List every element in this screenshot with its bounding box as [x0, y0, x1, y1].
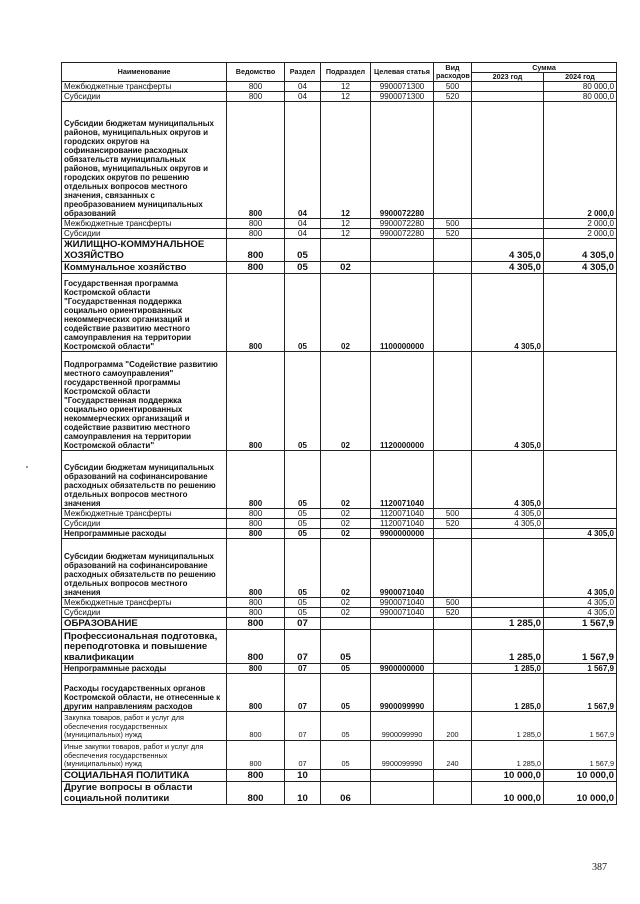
cell-y2024: [544, 509, 617, 519]
cell-podrazdel: 02: [321, 262, 371, 274]
table-row: [62, 664, 617, 674]
table-row: [62, 674, 617, 712]
cell-y2023: 4 305,0: [472, 509, 544, 519]
cell-y2023: [472, 102, 544, 219]
header-subsection: Подраздел: [321, 63, 371, 82]
header-department: Ведомство: [227, 63, 285, 82]
cell-razdel: 05: [285, 274, 321, 352]
cell-podrazdel: 02: [321, 539, 371, 598]
cell-name: Межбюджетные трансферты: [62, 509, 227, 519]
cell-y2023: 4 305,0: [472, 451, 544, 509]
header-expense-type: Вид расходов: [434, 63, 472, 82]
cell-y2023: 4 305,0: [472, 519, 544, 529]
cell-y2024: [544, 451, 617, 509]
cell-y2023: 1 285,0: [472, 664, 544, 674]
cell-y2023: [472, 539, 544, 598]
cell-y2024: 4 305,0: [544, 262, 617, 274]
table-body: [62, 82, 617, 805]
cell-cs: 1100000000: [371, 274, 434, 352]
cell-y2024: 80 000,0: [544, 92, 617, 102]
cell-razdel: 05: [285, 451, 321, 509]
cell-name: Подпрограмма "Содействие развитию местного самоуправления" государственной программы Костромской области "Государственная поддержка социально ориентированных некоммерческих организаций и содействие развитию местного самоуправления на территории Костромской области": [62, 352, 227, 451]
table-row: [62, 274, 617, 352]
cell-name: СОЦИАЛЬНАЯ ПОЛИТИКА: [62, 770, 227, 782]
cell-y2024: [544, 519, 617, 529]
cell-y2024: 1 567,9: [544, 674, 617, 712]
cell-name: Профессиональная подготовка, переподготовка и повышение квалификации: [62, 630, 227, 664]
table-row: [62, 618, 617, 630]
cell-razdel: 07: [285, 741, 321, 770]
cell-vr: [434, 102, 472, 219]
cell-y2023: 4 305,0: [472, 274, 544, 352]
cell-y2024: [544, 274, 617, 352]
cell-cs: 9900071300: [371, 92, 434, 102]
table-row: [62, 608, 617, 618]
cell-name: ОБРАЗОВАНИЕ: [62, 618, 227, 630]
cell-razdel: 05: [285, 539, 321, 598]
cell-ved: 800: [227, 674, 285, 712]
cell-name: Субсидии бюджетам муниципальных образований на софинансирование расходных обязательств по решению отдельных вопросов местного значения: [62, 451, 227, 509]
cell-cs: 9900099990: [371, 712, 434, 741]
cell-vr: 520: [434, 519, 472, 529]
cell-cs: [371, 262, 434, 274]
cell-name: Расходы государственных органов Костромской области, не отнесенные к другим направлениям расходов: [62, 674, 227, 712]
cell-podrazdel: 12: [321, 102, 371, 219]
cell-podrazdel: 02: [321, 509, 371, 519]
header-section: Раздел: [285, 63, 321, 82]
cell-y2023: 10 000,0: [472, 770, 544, 782]
cell-y2023: 4 305,0: [472, 352, 544, 451]
cell-vr: [434, 539, 472, 598]
cell-ved: 800: [227, 274, 285, 352]
table-row: [62, 741, 617, 770]
cell-vr: [434, 674, 472, 712]
table-row: [62, 598, 617, 608]
cell-ved: 800: [227, 782, 285, 805]
cell-y2023: 10 000,0: [472, 782, 544, 805]
cell-razdel: 05: [285, 598, 321, 608]
cell-ved: 800: [227, 539, 285, 598]
cell-y2024: 10 000,0: [544, 770, 617, 782]
cell-podrazdel: 12: [321, 229, 371, 239]
table-row: [62, 451, 617, 509]
cell-cs: 9900071300: [371, 82, 434, 92]
cell-y2024: 4 305,0: [544, 608, 617, 618]
cell-podrazdel: 02: [321, 352, 371, 451]
cell-name: Субсидии бюджетам муниципальных районов, муниципальных округов и городских округов на софинансирование расходных обязательств муниципальных районов, муниципальных округов и городских округов по решению отдельных вопросов местного значения, связанных с преобразованием муниципальных образований: [62, 102, 227, 219]
cell-razdel: 04: [285, 82, 321, 92]
cell-cs: 1120071040: [371, 519, 434, 529]
scan-speck: [26, 466, 28, 468]
cell-cs: 9900099990: [371, 674, 434, 712]
cell-vr: 500: [434, 219, 472, 229]
cell-razdel: 05: [285, 239, 321, 262]
cell-y2023: [472, 219, 544, 229]
cell-ved: 800: [227, 239, 285, 262]
cell-vr: [434, 664, 472, 674]
cell-y2024: 2 000,0: [544, 102, 617, 219]
cell-cs: 9900071040: [371, 608, 434, 618]
cell-podrazdel: 02: [321, 608, 371, 618]
cell-razdel: 05: [285, 509, 321, 519]
cell-podrazdel: 05: [321, 741, 371, 770]
cell-vr: 520: [434, 229, 472, 239]
cell-ved: 800: [227, 352, 285, 451]
cell-name: Субсидии: [62, 519, 227, 529]
table-row: [62, 229, 617, 239]
cell-y2024: 1 567,9: [544, 630, 617, 664]
cell-y2023: 1 285,0: [472, 618, 544, 630]
cell-razdel: 10: [285, 782, 321, 805]
cell-name: Непрограммные расходы: [62, 664, 227, 674]
cell-ved: 800: [227, 262, 285, 274]
cell-name: Закупка товаров, работ и услуг для обеспечения государственных (муниципальных) нужд: [62, 712, 227, 741]
cell-podrazdel: 12: [321, 82, 371, 92]
cell-razdel: 05: [285, 529, 321, 539]
cell-ved: 800: [227, 102, 285, 219]
cell-name: Субсидии: [62, 608, 227, 618]
table-row: [62, 712, 617, 741]
cell-ved: 800: [227, 618, 285, 630]
cell-ved: 800: [227, 219, 285, 229]
cell-y2024: 4 305,0: [544, 529, 617, 539]
cell-podrazdel: 02: [321, 598, 371, 608]
cell-cs: [371, 618, 434, 630]
cell-cs: 1120071040: [371, 451, 434, 509]
cell-ved: 800: [227, 770, 285, 782]
cell-ved: 800: [227, 664, 285, 674]
header-target-article: Целевая статья: [371, 63, 434, 82]
cell-cs: [371, 630, 434, 664]
cell-podrazdel: 12: [321, 92, 371, 102]
cell-vr: 500: [434, 82, 472, 92]
cell-razdel: 05: [285, 608, 321, 618]
cell-vr: [434, 451, 472, 509]
cell-razdel: 04: [285, 219, 321, 229]
cell-name: Другие вопросы в области социальной политики: [62, 782, 227, 805]
cell-podrazdel: 05: [321, 664, 371, 674]
cell-vr: 500: [434, 509, 472, 519]
cell-razdel: 04: [285, 229, 321, 239]
cell-podrazdel: 02: [321, 274, 371, 352]
cell-name: Коммунальное хозяйство: [62, 262, 227, 274]
cell-podrazdel: [321, 618, 371, 630]
table-row: [62, 539, 617, 598]
cell-vr: 200: [434, 712, 472, 741]
cell-y2024: 1 567,9: [544, 664, 617, 674]
cell-y2023: 1 285,0: [472, 674, 544, 712]
cell-vr: [434, 770, 472, 782]
cell-y2023: [472, 82, 544, 92]
cell-y2023: [472, 229, 544, 239]
cell-vr: [434, 630, 472, 664]
table-row: [62, 352, 617, 451]
cell-podrazdel: [321, 770, 371, 782]
cell-cs: 9900000000: [371, 664, 434, 674]
cell-podrazdel: 02: [321, 519, 371, 529]
cell-razdel: 05: [285, 519, 321, 529]
cell-y2023: 1 285,0: [472, 630, 544, 664]
cell-y2023: [472, 598, 544, 608]
cell-vr: [434, 529, 472, 539]
cell-y2024: 4 305,0: [544, 539, 617, 598]
cell-cs: 9900072280: [371, 219, 434, 229]
cell-razdel: 07: [285, 630, 321, 664]
cell-y2023: 4 305,0: [472, 262, 544, 274]
cell-name: ЖИЛИЩНО-КОММУНАЛЬНОЕ ХОЗЯЙСТВО: [62, 239, 227, 262]
page-number: 387: [592, 862, 607, 873]
table-row: [62, 219, 617, 229]
cell-y2024: 80 000,0: [544, 82, 617, 92]
cell-podrazdel: [321, 239, 371, 262]
cell-cs: 9900071040: [371, 539, 434, 598]
cell-y2024: 1 567,9: [544, 712, 617, 741]
table-row: [62, 509, 617, 519]
cell-cs: 9900072280: [371, 102, 434, 219]
cell-cs: [371, 782, 434, 805]
cell-name: Межбюджетные трансферты: [62, 219, 227, 229]
cell-name: Государственная программа Костромской области "Государственная поддержка социально ориентированных некоммерческих организаций и содействие развитию местного самоуправления на территории Костромской области": [62, 274, 227, 352]
table-row: [62, 82, 617, 92]
cell-razdel: 04: [285, 102, 321, 219]
cell-razdel: 07: [285, 712, 321, 741]
cell-ved: 800: [227, 229, 285, 239]
cell-vr: [434, 782, 472, 805]
cell-ved: 800: [227, 509, 285, 519]
cell-ved: 800: [227, 92, 285, 102]
cell-podrazdel: 12: [321, 219, 371, 229]
cell-ved: 800: [227, 630, 285, 664]
cell-name: Непрограммные расходы: [62, 529, 227, 539]
cell-vr: [434, 262, 472, 274]
cell-ved: 800: [227, 608, 285, 618]
cell-razdel: 07: [285, 664, 321, 674]
table-row: [62, 102, 617, 219]
cell-y2023: [472, 529, 544, 539]
cell-y2024: 2 000,0: [544, 219, 617, 229]
table-row: [62, 529, 617, 539]
table-row: [62, 262, 617, 274]
cell-name: Субсидии: [62, 229, 227, 239]
cell-y2023: 1 285,0: [472, 741, 544, 770]
budget-table: [61, 62, 617, 805]
cell-y2024: 1 567,9: [544, 741, 617, 770]
cell-y2023: 1 285,0: [472, 712, 544, 741]
cell-name: Иные закупки товаров, работ и услуг для обеспечения государственных (муниципальных) нужд: [62, 741, 227, 770]
cell-cs: 1120071040: [371, 509, 434, 519]
cell-name: Субсидии бюджетам муниципальных образований на софинансирование расходных обязательств по решению отдельных вопросов местного значения: [62, 539, 227, 598]
cell-podrazdel: 05: [321, 712, 371, 741]
cell-razdel: 05: [285, 262, 321, 274]
cell-y2023: [472, 92, 544, 102]
cell-y2024: 1 567,9: [544, 618, 617, 630]
cell-cs: 9900072280: [371, 229, 434, 239]
cell-razdel: 10: [285, 770, 321, 782]
cell-y2023: [472, 608, 544, 618]
cell-podrazdel: 06: [321, 782, 371, 805]
header-name: Наименование: [62, 63, 227, 82]
cell-vr: 500: [434, 598, 472, 608]
cell-y2024: 4 305,0: [544, 239, 617, 262]
cell-y2024: [544, 352, 617, 451]
cell-cs: [371, 770, 434, 782]
cell-razdel: 05: [285, 352, 321, 451]
cell-name: Субсидии: [62, 92, 227, 102]
cell-vr: [434, 274, 472, 352]
cell-ved: 800: [227, 451, 285, 509]
cell-razdel: 04: [285, 92, 321, 102]
cell-name: Межбюджетные трансферты: [62, 82, 227, 92]
cell-cs: 9900000000: [371, 529, 434, 539]
cell-vr: [434, 618, 472, 630]
table-row: [62, 519, 617, 529]
header-year-2024: 2024 год: [544, 73, 617, 82]
table-row: [62, 630, 617, 664]
cell-cs: 9900071040: [371, 598, 434, 608]
cell-vr: 520: [434, 92, 472, 102]
cell-vr: 240: [434, 741, 472, 770]
cell-razdel: 07: [285, 674, 321, 712]
cell-ved: 800: [227, 741, 285, 770]
cell-ved: 800: [227, 519, 285, 529]
cell-vr: 520: [434, 608, 472, 618]
cell-cs: [371, 239, 434, 262]
cell-podrazdel: 05: [321, 674, 371, 712]
table-row: [62, 770, 617, 782]
cell-podrazdel: 02: [321, 451, 371, 509]
cell-cs: 1120000000: [371, 352, 434, 451]
cell-podrazdel: 05: [321, 630, 371, 664]
table-row: [62, 239, 617, 262]
cell-y2024: 4 305,0: [544, 598, 617, 608]
cell-y2024: 2 000,0: [544, 229, 617, 239]
cell-vr: [434, 239, 472, 262]
cell-ved: 800: [227, 712, 285, 741]
header-year-2023: 2023 год: [472, 73, 544, 82]
cell-y2023: 4 305,0: [472, 239, 544, 262]
cell-ved: 800: [227, 529, 285, 539]
cell-y2024: 10 000,0: [544, 782, 617, 805]
header-sum: Сумма: [472, 63, 617, 73]
cell-razdel: 07: [285, 618, 321, 630]
table-row: [62, 92, 617, 102]
cell-cs: 9900099990: [371, 741, 434, 770]
table-row: [62, 782, 617, 805]
cell-podrazdel: 02: [321, 529, 371, 539]
cell-vr: [434, 352, 472, 451]
cell-name: Межбюджетные трансферты: [62, 598, 227, 608]
cell-ved: 800: [227, 82, 285, 92]
cell-ved: 800: [227, 598, 285, 608]
